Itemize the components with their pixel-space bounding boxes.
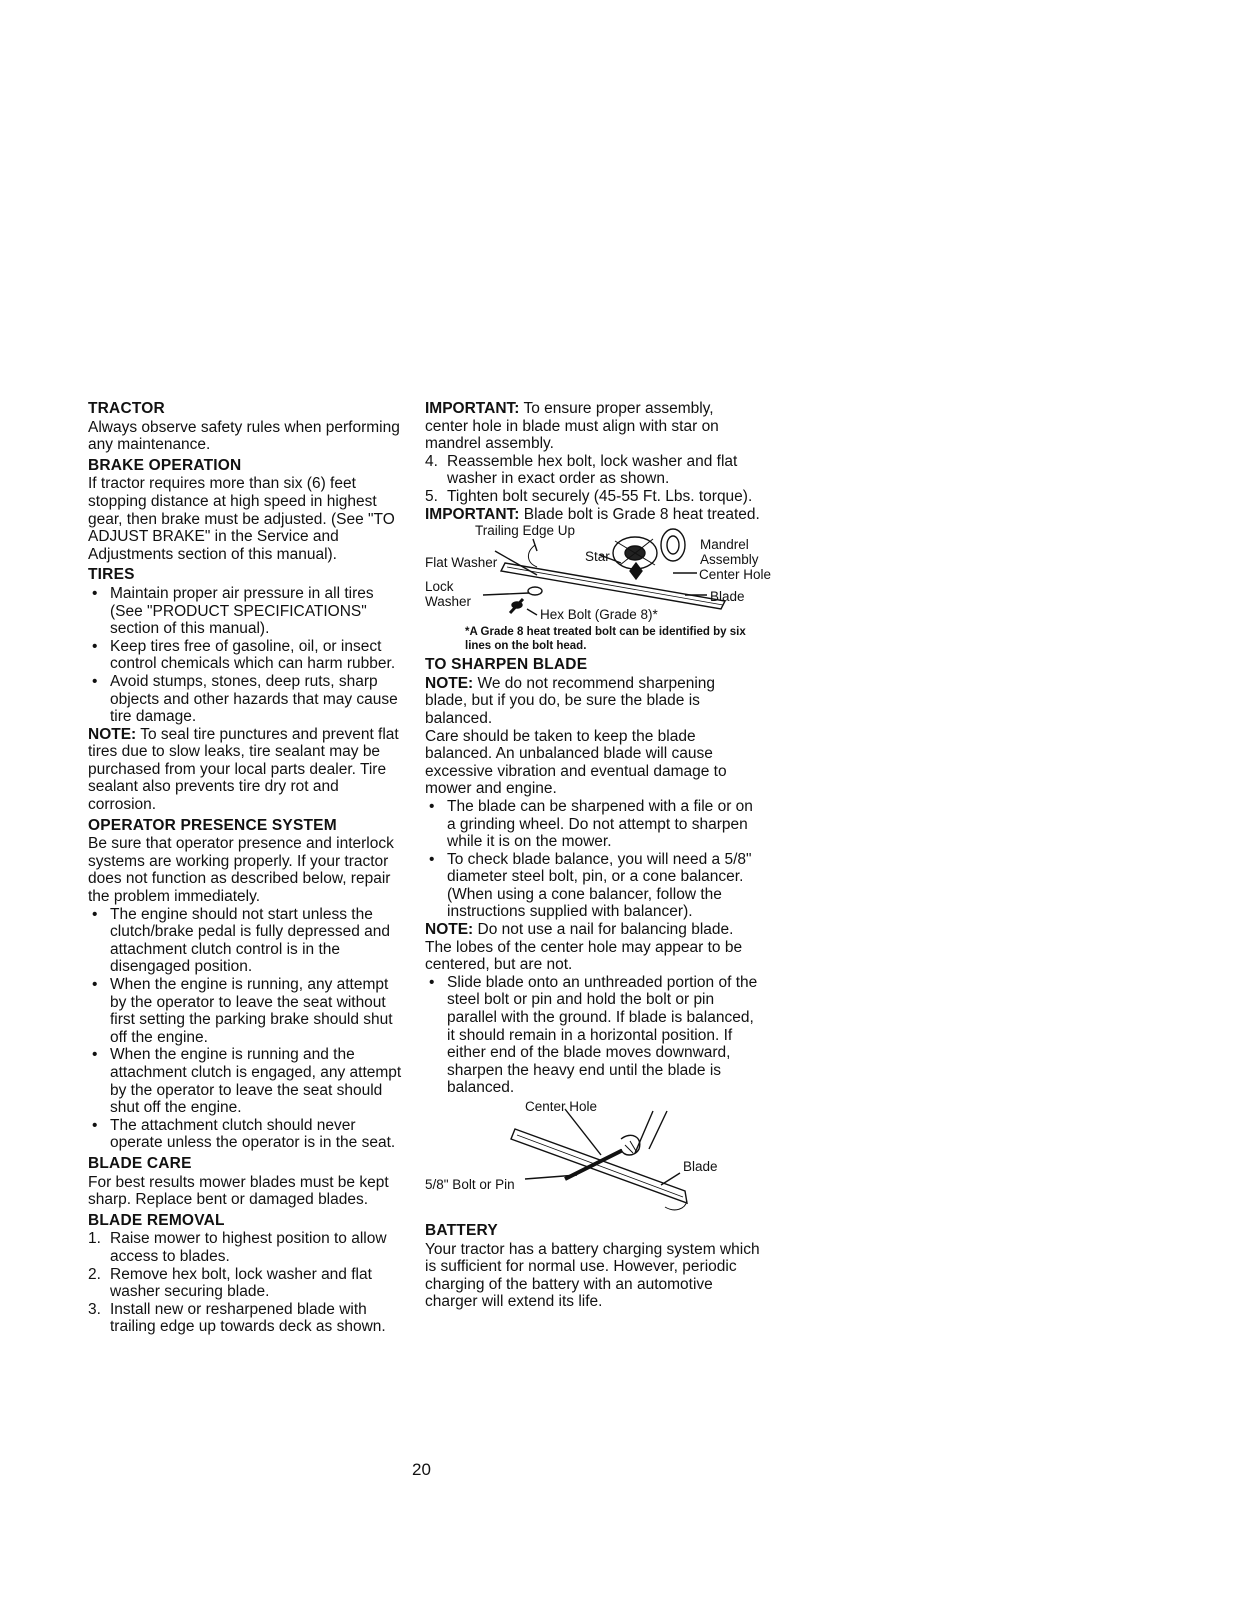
list-item: • Maintain proper air pressure in all tires (See "PRODUCT SPECIFICATIONS" section of this manual). [88,585,408,638]
blade-assembly-diagram [425,523,772,623]
list-item: • To check blade balance, you will need a 5/8" diameter steel bolt, pin, or a cone balancer. (When using a cone balancer, follow the instructions supplied with balancer). [425,851,760,921]
sharpen-note: NOTE: We do not recommend sharpening blade, but if you do, be sure the blade is balanced. [425,674,716,727]
ops-heading: OPERATOR PRESENCE SYSTEM [88,816,337,834]
diagram-label: Mandrel Assembly [700,537,759,568]
sharpen-heading: TO SHARPEN BLADE [425,656,588,674]
balance-list [425,974,760,1097]
list-item: 5. Tighten bolt securely (45-55 Ft. Lbs. torque). [425,487,753,505]
assembly-steps [425,453,760,506]
diagram-label: Flat Washer [425,555,498,571]
diagram-label: Star [585,549,610,565]
brake-heading: BRAKE OPERATION [88,456,242,474]
diagram-label: Blade [710,589,745,605]
ops-text: Be sure that operator presence and interlock systems are working properly. If your tractor does not function as described below, repair the problem immediately. [88,835,394,906]
sharpen-list [425,798,760,921]
brake-text: If tractor requires more than six (6) feet stopping distance at high speed in highest gear, then brake must be adjusted. (See "TO ADJUST BRAKE" in the Service and Adjustments section of this manual). [88,475,395,563]
list-item: • Keep tires free of gasoline, oil, or insect control chemicals which can harm rubber. [88,638,408,673]
list-item: • When the engine is running and the attachment clutch is engaged, any attempt by the operator to leave the seat should shut off the engine. [88,1046,408,1116]
diagram-label: Center Hole [525,1099,598,1114]
tractor-heading: TRACTOR [88,400,165,417]
note-text: To seal tire punctures and prevent flat tires due to slow leaks, tire sealant may be purchased from your local parts dealer. Tire sealant also prevents tire dry rot and corrosion. [88,725,399,814]
list-item: • The engine should not start unless the clutch/brake pedal is fully depressed and attachment clutch control is in the disengaged position. [88,906,408,976]
battery-heading: BATTERY [425,1222,498,1239]
list-item: 1. Raise mower to highest position to allow access to blades. [88,1230,387,1265]
diagram-label: Lock Washer [425,579,472,610]
diagram-label: 5/8" Bolt or Pin [425,1177,515,1192]
blade-removal-heading: BLADE REMOVAL [88,1211,225,1229]
diagram-label: Blade [683,1159,718,1174]
list-item: 2. Remove hex bolt, lock washer and flat washer securing blade. [88,1265,372,1301]
list-item: 4. Reassemble hex bolt, lock washer and flat washer in exact order as shown. [425,452,738,488]
blade-balance-diagram [425,1099,760,1219]
list-item: • Avoid stumps, stones, deep ruts, sharp objects and other hazards that may cause tire damage. [88,673,408,726]
sharpen-text: Care should be taken to keep the blade balanced. An unbalanced blade will cause excessive vibration and eventual damage to mower and engine. [425,727,727,798]
tractor-text: Always observe safety rules when performing any maintenance. [88,418,400,454]
ops-list [88,906,408,1152]
right-column [425,400,772,1311]
grade-caption: *A Grade 8 heat treated bolt can be identified by six lines on the bolt head. [465,626,746,653]
blade-care-text: For best results mower blades must be kept sharp. Replace bent or damaged blades. [88,1173,389,1209]
battery-text: Your tractor has a battery charging system which is sufficient for normal use. However, periodic charging of the battery with an automotive charger will extend its life. [425,1240,760,1311]
tires-list [88,585,408,726]
tires-note [88,726,408,814]
list-item: • Slide blade onto an unthreaded portion of the steel bolt or pin and hold the bolt or pin parallel with the ground. If blade is balanced, it should remain in a horizontal position. If either end of the blade moves downward, sharpen the heavy end until the blade is balanced. [425,974,760,1097]
tires-heading: TIRES [88,566,135,584]
diagram-label: Hex Bolt (Grade 8)* [540,607,658,623]
list-item: • When the engine is running, any attempt by the operator to leave the seat without first setting the parking brake should shut off the engine. [88,976,408,1046]
page-number: 20 [412,1460,431,1479]
list-item: 3. Install new or resharpened blade with trailing edge up towards deck as shown. [88,1300,386,1336]
diagram-label: Center Hole [699,567,772,583]
list-item: • The attachment clutch should never operate unless the operator is in the seat. [88,1117,408,1152]
important-note: IMPORTANT: To ensure proper assembly, center hole in blade must align with star on mandrel assembly. [425,400,719,453]
left-column [88,400,408,1336]
list-item: • The blade can be sharpened with a file or on a grinding wheel. Do not attempt to sharpen while it is on the mower. [425,798,760,851]
diagram-label: Trailing Edge Up [475,523,576,539]
important-note: IMPORTANT: Blade bolt is Grade 8 heat treated. [425,505,760,523]
blade-care-heading: BLADE CARE [88,1154,192,1172]
note-label: NOTE: [88,725,137,743]
balance-note: NOTE: Do not use a nail for balancing blade. The lobes of the center hole may appear to be centered, but are not. [425,921,743,974]
removal-steps [88,1230,408,1336]
